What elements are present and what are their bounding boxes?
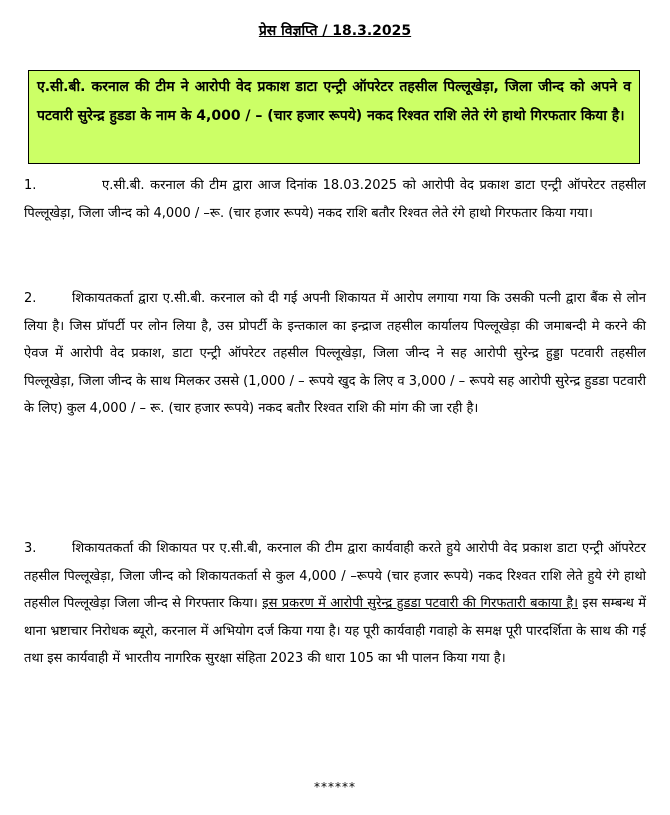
title-text: प्रेस विज्ञप्ति / 18.3.2025 [258,23,412,39]
paragraph-text-continued: इस सम्बन्ध में थाना भ्रष्टाचार निरोधक ब्यूरो, करनाल में अभियोग दर्ज किया गया है। यह पूरी कार्यवाही गवाहो के समक्ष पूरी पारदर्शिता के साथ की गई तथा इस कार्यवाही में भारतीय नागरिक सुरक्षा संहिता 2023 की धारा 105 का भी पालन किया गया है। [24,596,647,666]
paragraph-text: ए.सी.बी. करनाल की टीम द्वारा आज दिनांक 18.03.2025 को आरोपी वेद प्रकाश डाटा एन्ट्री ऑपरेटर तहसील पिल्लूखेड़ा, जिला जीन्द को 4,000 / –रू. (चार हजार रूपये) नकद राशि बतौर रिश्वत लेते रंगे हाथो गिरफतार किया गया। [24,178,646,221]
paragraph-number: 1. [24,178,37,193]
paragraph-3 [24,535,646,673]
paragraph-1 [24,172,646,227]
paragraph-number: 2. [24,291,37,306]
end-marker: ****** [314,780,356,794]
paragraph-2 [24,285,646,423]
headline-box: ए.सी.बी. करनाल की टीम ने आरोपी वेद प्रकाश डाटा एन्ट्री ऑपरेटर तहसील पिल्लूखेड़ा, जिला जीन्द को अपने व पटवारी सुरेन्द्र हुडडा के नाम के 4,000 / – (चार हजार रूपये) नकद रिश्वत राशि लेते रंगे हाथो गिरफतार किया है। [28,70,640,164]
pending-arrest-note: इस प्रकरण में आरोपी सुरेन्द्र हुडडा पटवारी की गिरफतारी बकाया है। [262,596,579,611]
paragraph-text: शिकायतकर्ता द्वारा ए.सी.बी. करनाल को दी गई अपनी शिकायत में आरोप लगाया गया कि उसकी पत्नी द्वारा बैंक से लोन लिया है। जिस प्रॉपर्टी पर लोन लिया है, उस प्रोपर्टी के इन्तकाल का इन्द्राज तहसील कार्यालय पिल्लूखेड़ा की जमाबन्दी मे करने की ऐवज में आरोपी वेद प्रकाश, डाटा एन्ट्री ऑपरेटर तहसील पिल्लूखेड़ा, जिला जीन्द ने सह आरोपी सुरेन्द्र हुड्डा पटवारी तहसील पिल्लूखेड़ा, जिला जीन्द के साथ मिलकर उससे (1,000 / – रूपये खुद के लिए व 3,000 / – रूपये सह आरोपी सुरेन्द्र हुडडा पटवारी के लिए) कुल 4,000 / – रू. (चार हजार रूपये) नकद बतौर रिश्वत राशि की मांग की जा रही है। [24,291,646,416]
press-release-title [0,20,670,42]
paragraph-text: शिकायतकर्ता की शिकायत पर ए.सी.बी, करनाल की टीम द्वारा कार्यवाही करते हुये आरोपी वेद प्रकाश डाटा एन्ट्री ऑपरेटर तहसील पिल्लूखेड़ा, जिला जीन्द को शिकायतकर्ता से कुल 4,000 / –रूपये (चार हजार रूपये) नकद रिश्वत राशि लेते हुये रंगे हाथो तहसील पिल्लूखेड़ा जिला जीन्द से गिरफ्तार किया। [24,541,646,611]
paragraph-number: 3. [24,541,37,556]
